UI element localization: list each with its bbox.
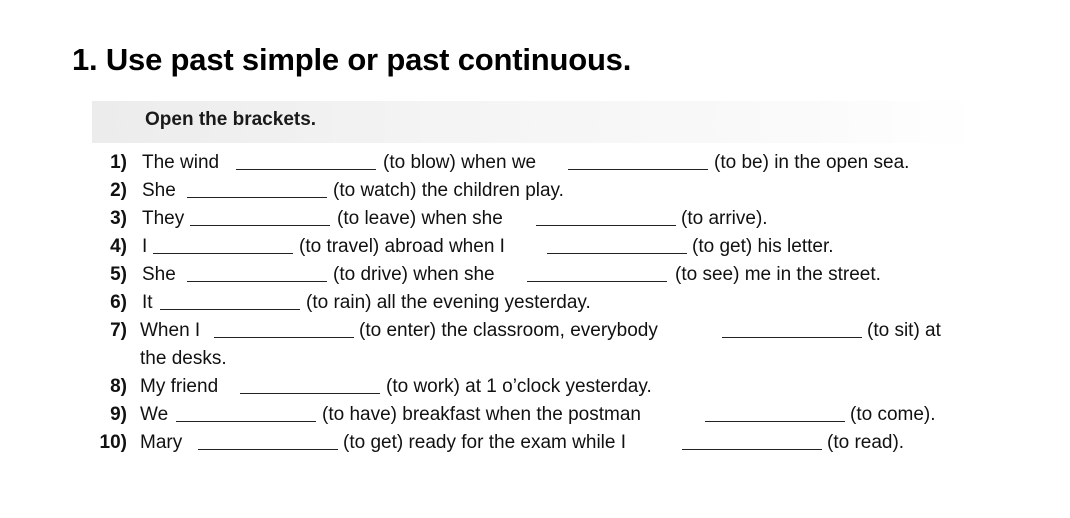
item-text: My friend <box>140 376 219 397</box>
answer-blank[interactable] <box>187 264 327 282</box>
item-text: (to read). <box>827 432 905 453</box>
answer-blank[interactable] <box>527 264 667 282</box>
item-text: We <box>140 404 169 425</box>
page-title: 1. Use past simple or past continuous. <box>72 42 632 77</box>
item-text: (to enter) the classroom, everybody <box>359 320 658 341</box>
answer-blank[interactable] <box>682 432 822 450</box>
item-text: (to work) at 1 o’clock yesterday. <box>386 376 652 397</box>
item-text: When I <box>140 320 201 341</box>
item-text: She <box>142 264 176 285</box>
item-text: (to watch) the children play. <box>333 180 564 201</box>
answer-blank[interactable] <box>190 208 330 226</box>
item-number: 4) <box>110 236 127 257</box>
item-text: (to blow) when we <box>383 152 537 173</box>
answer-blank[interactable] <box>722 320 862 338</box>
item-number: 10) <box>99 432 127 453</box>
item-text: (to get) his letter. <box>692 236 834 257</box>
item-text: (to see) me in the street. <box>675 264 881 285</box>
answer-blank[interactable] <box>153 236 293 254</box>
item-text: (to travel) abroad when I <box>299 236 505 257</box>
answer-blank[interactable] <box>240 376 380 394</box>
item-text: (to rain) all the evening yesterday. <box>306 292 591 313</box>
item-text: (to get) ready for the exam while I <box>343 432 627 453</box>
item-text: (to sit) at <box>867 320 941 341</box>
item-text: She <box>142 180 176 201</box>
item-number: 2) <box>110 180 127 201</box>
answer-blank[interactable] <box>160 292 300 310</box>
item-text: It <box>142 292 153 313</box>
answer-blank[interactable] <box>236 152 376 170</box>
item-text: the desks. <box>140 348 227 369</box>
answer-blank[interactable] <box>176 404 316 422</box>
item-text: (to come). <box>850 404 936 425</box>
answer-blank[interactable] <box>547 236 687 254</box>
item-number: 5) <box>110 264 127 285</box>
item-number: 6) <box>110 292 127 313</box>
item-text: Mary <box>140 432 183 453</box>
answer-blank[interactable] <box>187 180 327 198</box>
answer-blank[interactable] <box>568 152 708 170</box>
item-text: (to drive) when she <box>333 264 495 285</box>
answer-blank[interactable] <box>705 404 845 422</box>
item-text: The wind <box>142 152 220 173</box>
answer-blank[interactable] <box>198 432 338 450</box>
item-number: 1) <box>110 152 127 173</box>
item-text: (to leave) when she <box>337 208 503 229</box>
item-text: They <box>142 208 185 229</box>
item-text: (to arrive). <box>681 208 768 229</box>
item-number: 9) <box>110 404 127 425</box>
item-number: 3) <box>110 208 127 229</box>
item-text: (to be) in the open sea. <box>714 152 910 173</box>
item-text: (to have) breakfast when the postman <box>322 404 641 425</box>
item-text: I <box>142 236 148 257</box>
answer-blank[interactable] <box>214 320 354 338</box>
item-number: 8) <box>110 376 127 397</box>
answer-blank[interactable] <box>536 208 676 226</box>
item-number: 7) <box>110 320 127 341</box>
instruction-text: Open the brackets. <box>145 109 317 130</box>
